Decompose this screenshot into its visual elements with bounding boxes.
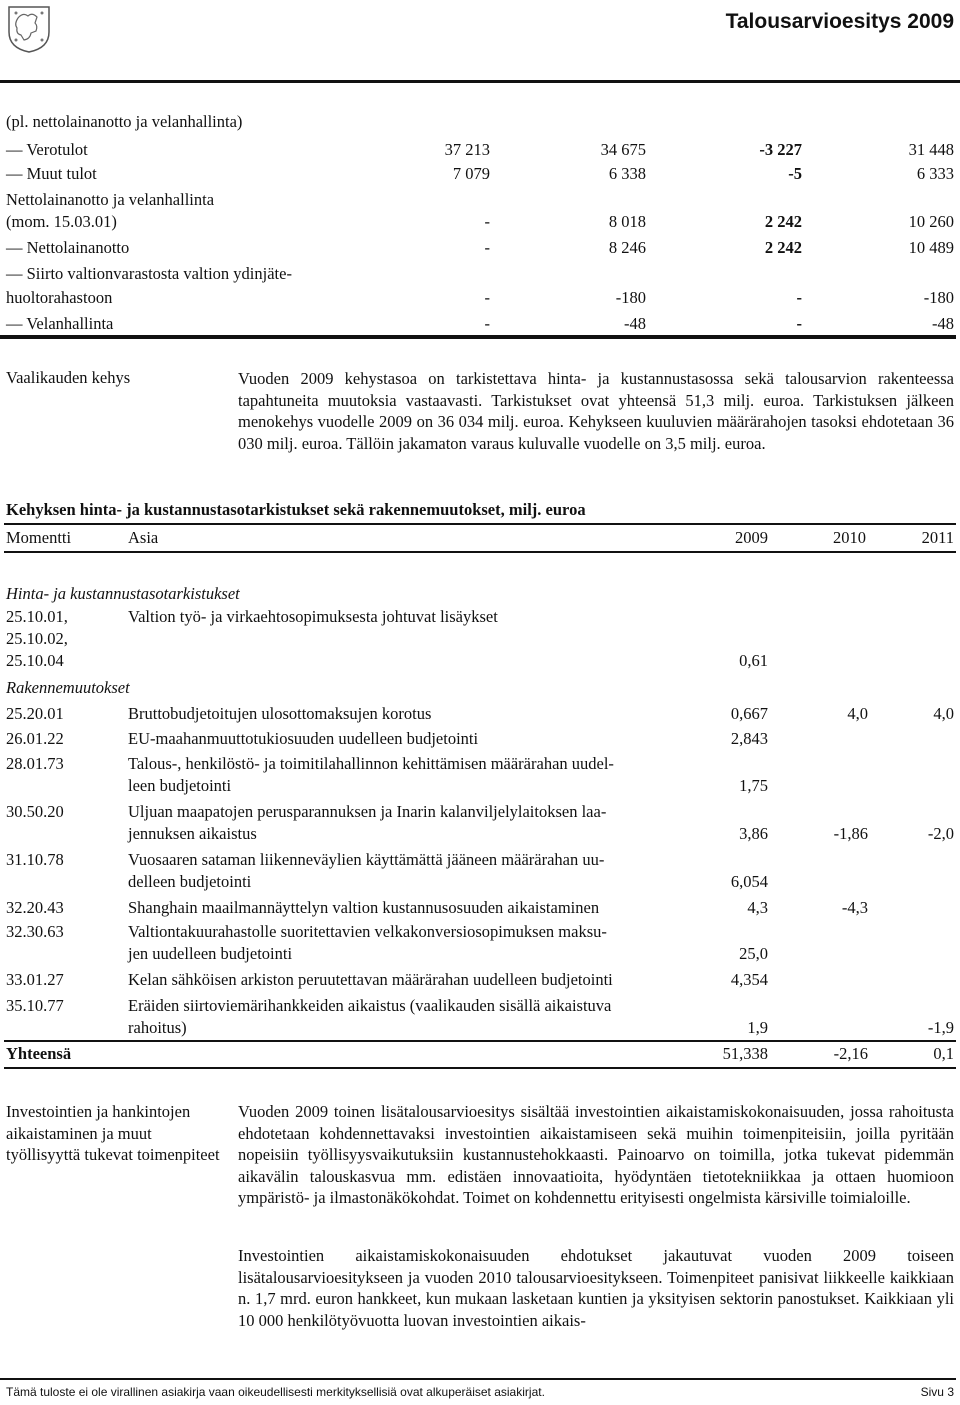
frame-label: Vaalikauden kehys — [6, 368, 131, 387]
table-end-rule — [0, 335, 956, 339]
investments-label: Investointien ja hankintojen aikaistaminen ja muut työllisyyttä tukevat toimenpiteet — [6, 1102, 220, 1164]
document-title: Talousarvioesitys 2009 — [725, 10, 954, 33]
adj-table-title: Kehyksen hinta- ja kustannustasotarkistukset sekä rakennemuutokset, milj. euroa — [6, 500, 586, 519]
adj-header-top-rule — [4, 523, 956, 525]
top-table-subtitle: (pl. nettolainanotto ja velanhallinta) — [6, 112, 243, 131]
header-rule — [0, 80, 960, 83]
investments-text-2: Investointien aikaistamiskokonaisuuden ehdotukset jakautuvat vuoden 2009 toiseen lisätalousarvioesitykseen ja vuoden 2010 talousarvioesitykseen. Toimenpiteet panisivat liikkeelle kaikkiaan n. 1,7 mrd. euron hankkeet, kun mukaan lasketaan kuntien ja yksityisen sektorin panostukset. Kaikkiaan yli 10 000 henkilötyövuotta luovan investointien aikais- — [238, 1246, 954, 1330]
section-heading-price: Hinta- ja kustannustasotarkistukset — [6, 584, 240, 603]
page-number: Sivu 3 — [920, 1385, 954, 1399]
coat-of-arms-icon — [6, 4, 52, 54]
section-heading-structural: Rakennemuutokset — [6, 678, 130, 697]
footer-note: Tämä tuloste ei ole virallinen asiakirja vaan oikeudellisesti merkityksellisiä ovat alkuperäiset asiakirjat. — [6, 1385, 545, 1399]
footer-rule — [0, 1378, 956, 1380]
frame-text: Vuoden 2009 kehystasoa on tarkistettava hinta- ja kustannustasossa sekä talousarvion rakenteessa tapahtuneita muutoksia vastaavasti. Tarkistukset ovat yhteensä 51,3 milj. euroa. Tarkistuksen jälkeen menokehys vuodelle 2009 on 36 034 milj. euroa. Kehykseen kuuluvien määrärahojen tasoksi ehdotetaan 36 030 milj. euroa. Tällöin jakamaton varaus kuluvalle vuodelle on 3,5 milj. euroa. — [238, 369, 954, 453]
total-top-rule — [4, 1040, 956, 1042]
adj-header-bottom-rule — [4, 551, 956, 553]
investments-text-1: Vuoden 2009 toinen lisätalousarvioesitys sisältää investointien aikaistamiskokonaisuuden, jossa rahoitusta ehdotetaan kohdennettavaksi investointien aikaistamiseen sekä muihin toimenpiteisiin, joilla pyritään nopeisiin työllisyysvaikutuksiin kustannustehokkaasti. Painoarvo on toimilla, jotka tukevat pidemmän aikavälin talouskasvua mm. edistäen innovaatioita, hyödyntäen tietotekniikkaa ja ottaen huomioon ympäristö- ja ilmastonäkökohdat. Toimet on kohdennettu erityisesti ongelmista kärsiville toimialoille. — [238, 1102, 954, 1207]
total-bottom-rule — [4, 1067, 956, 1069]
